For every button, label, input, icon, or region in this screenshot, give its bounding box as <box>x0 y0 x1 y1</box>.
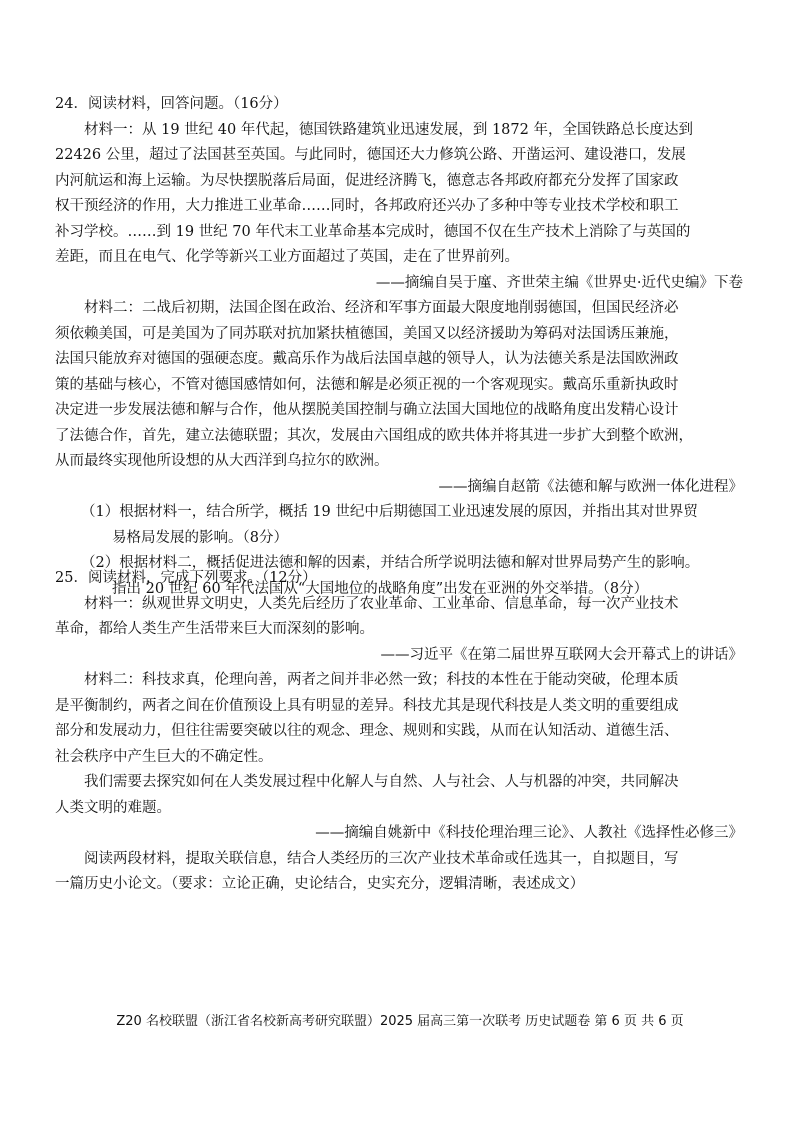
q25-m1-source: ——习近平《在第二届世界互联网大会开幕式上的讲话》 <box>380 646 743 663</box>
q25-task-line: 一篇历史小论文。（要求：立论正确，史论结合，史实充分，逻辑清晰，表述成文） <box>55 876 585 892</box>
q25-task <box>55 847 745 898</box>
q24-subquestion-1 <box>55 500 745 551</box>
q24-m2-source: ——摘编自赵箭《法德和解与欧洲一体化进程》 <box>438 478 743 495</box>
question-25-header: 25．阅读材料，完成下列要求。（12分） <box>55 570 317 586</box>
q24-m1-line: 差距，而且在电气、化学等新兴工业方面超过了英国，走在了世界前列。 <box>55 249 519 265</box>
q25-m2-line: 材料二：科技求真，伦理向善，两者之间并非必然一致；科技的本性在于能动突破，伦理本质 <box>84 672 679 688</box>
q24-m1-line: 权干预经济的作用，大力推进工业革命……同时，各邦政府还兴办了多种中等专业技术学校和职工 <box>55 198 679 214</box>
q24-m1-line: 材料一：从 19 世纪 40 年代起，德国铁路建筑业迅速发展，到 1872 年，全国铁路总长度达到 <box>84 121 693 138</box>
q25-material-2 <box>55 668 745 847</box>
q24-m1-line: 22426 公里，超过了法国甚至英国。与此同时，德国还大力修筑公路、开凿运河、建设港口，发展 <box>55 147 686 163</box>
q24-m2-line: 决定进一步发展法德和解与合作，他从摆脱美国控制与确立法国大国地位的战略角度出发精心设计 <box>55 402 679 418</box>
question-24-header: 24．阅读材料，回答问题。（16分） <box>55 96 288 112</box>
q24-m2-line: 策的基础与核心，不管对德国感情如何，法德和解是必须正视的一个客观现实。戴高乐重新执政时 <box>55 376 679 393</box>
q24-m2-line: 了法德合作，首先，建立法德联盟；其次，发展由六国组成的欧共体并将其进一步扩大到整个欧洲， <box>55 427 693 444</box>
page-footer: Z20 名校联盟（浙江省名校新高考研究联盟）2025 届高三第一次联考 历史试题卷 第 6 页 共 6 页 <box>116 1014 684 1029</box>
q24-m2-line: 须依赖美国，可是美国为了同苏联对抗加紧扶植德国，美国又以经济援助为筹码对法国诱压兼施， <box>55 325 679 342</box>
q24-sub2-line: 指出 20 世纪 60 年代法国从“大国地位的战略角度”出发在亚洲的外交举措。（8分） <box>112 580 649 597</box>
q25-m2-source: ——摘编自姚新中《科技伦理治理三论》、人教社《选择性必修三》 <box>315 825 743 841</box>
q25-m2-line: 是平衡制约，两者之间在价值预设上具有明显的差异。科技尤其是现代科技是人类文明的重要组成 <box>55 697 679 714</box>
q25-m2-line: 人类文明的难题。 <box>55 799 171 816</box>
q25-material-1 <box>55 592 745 669</box>
q25-m1-line: 材料一：纵观世界文明史，人类先后经历了农业革命、工业革命、信息革命，每一次产业技术 <box>84 595 679 612</box>
question-24 <box>55 92 745 602</box>
q25-m2-line: 我们需要去探究如何在人类发展过程中化解人与自然、人与社会、人与机器的冲突，共同解决 <box>84 774 679 790</box>
q24-material-1 <box>55 118 745 297</box>
q24-material-2 <box>55 296 745 500</box>
q24-m2-line: 材料二：二战后初期，法国企图在政治、经济和军事方面最大限度地削弱德国，但国民经济必 <box>84 300 679 316</box>
q25-m1-line: 革命，都给人类生产生活带来巨大而深刻的影响。 <box>55 621 374 637</box>
q25-m2-line: 部分和发展动力，但往往需要突破以往的观念、理念、规则和实践，从而在认知活动、道德生活、 <box>55 723 679 739</box>
q25-task-line: 阅读两段材料，提取关联信息，结合人类经历的三次产业技术革命或任选其一，自拟题目，写 <box>84 850 679 867</box>
q25-m2-line: 社会秩序中产生巨大的不确定性。 <box>55 748 273 765</box>
q24-m2-line: 法国只能放弃对德国的强硬态度。戴高乐作为战后法国卓越的领导人，认为法德关系是法国欧洲政 <box>55 351 679 367</box>
q24-sub1-line: （1）根据材料一，结合所学，概括 19 世纪中后期德国工业迅速发展的原因，并指出其对世界贸 <box>81 504 698 520</box>
q24-m1-line: 补习学校。……到 19 世纪 70 年代末工业革命基本完成时，德国不仅在生产技术上消除了与英国的 <box>55 223 691 240</box>
q24-m1-line: 内河航运和海上运输。为尽快摆脱落后局面，促进经济腾飞，德意志各邦政府都充分发挥了国家政 <box>55 172 679 189</box>
q24-sub2-line: （2）根据材料二，概括促进法德和解的因素，并结合所学说明法德和解对世界局势产生的影响。 <box>81 555 700 571</box>
question-25 <box>55 566 745 898</box>
q24-m1-source: ——摘编自吴于廑、齐世荣主编《世界史·近代史编》下卷 <box>375 274 743 291</box>
q24-m2-line: 从而最终实现他所设想的从大西洋到乌拉尔的欧洲。 <box>55 453 389 469</box>
q24-sub1-line: 易格局发展的影响。（8分） <box>112 529 288 546</box>
